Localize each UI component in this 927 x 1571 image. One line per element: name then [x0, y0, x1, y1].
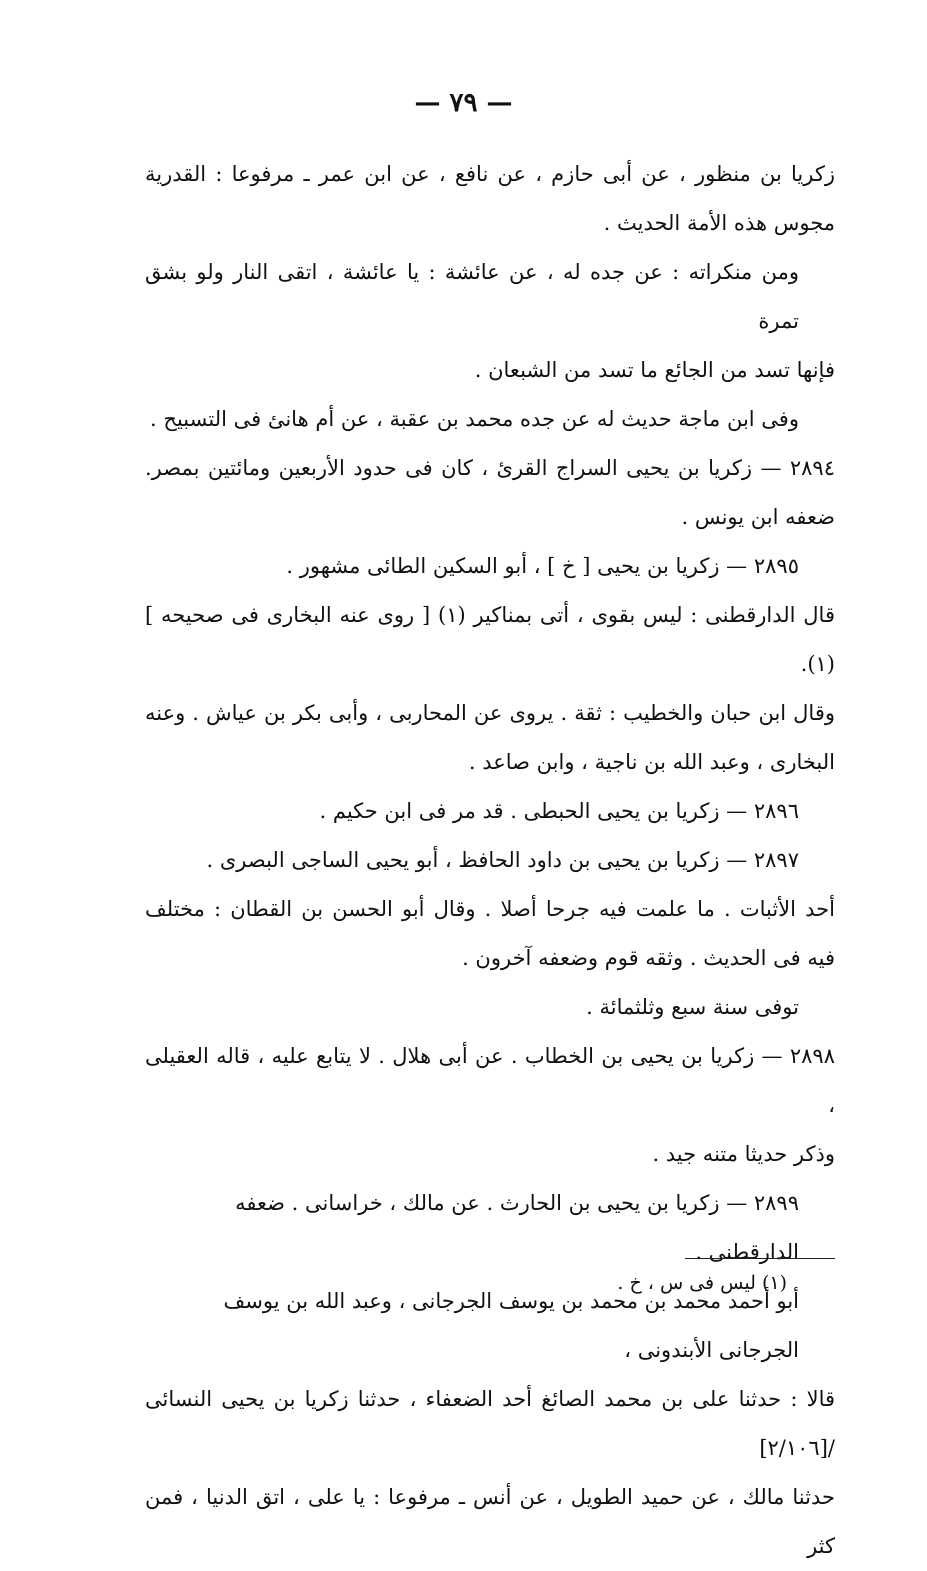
text-line: توفى سنة سبع وثلثمائة .	[586, 995, 799, 1019]
text-line: حدثنا مالك ، عن حميد الطويل ، عن أنس ـ مرفوعا : يا على ، اتق الدنيا ، فمن كثر	[145, 1485, 835, 1558]
footnote-divider	[685, 1258, 835, 1259]
text-line: ضعفه ابن يونس .	[681, 505, 835, 529]
text-line: وذكر حديثا متنه جيد .	[652, 1142, 835, 1166]
text-line: أبو أحمد محمد بن محمد بن يوسف الجرجانى ، وعبد الله بن يوسف الجرجانى الأبندونى ،	[223, 1289, 799, 1362]
text-line: مجوس هذه الأمة الحديث .	[603, 211, 835, 235]
page-number: — ٧٩ —	[414, 88, 513, 118]
entry-heading: ٢٨٩٥ — زكريا بن يحيى [ خ ] ، أبو السكين الطائى مشهور .	[286, 554, 799, 578]
text-line: فإنها تسد من الجائع ما تسد من الشبعان .	[474, 358, 835, 382]
text-line: فيه فى الحديث . وثقه قوم وضعفه آخرون .	[462, 946, 835, 970]
text-line: قالا : حدثنا على بن محمد الصائغ أحد الضعفاء ، حدثنا زكريا بن يحيى النسائى /[٢/١٠٦]	[145, 1387, 835, 1460]
text-line: وفى ابن ماجة حديث له عن جده محمد بن عقبة ، عن أم هانئ فى التسبيح .	[150, 407, 799, 431]
entry-heading: ٢٨٩٤ — زكريا بن يحيى السراج القرئ ، كان فى حدود الأربعين ومائتين بمصر.	[145, 456, 835, 480]
main-text	[145, 150, 835, 1571]
text-line: البخارى ، وعبد الله بن ناجية ، وابن صاعد .	[468, 750, 835, 774]
entry-heading: ٢٨٩٦ — زكريا بن يحيى الحبطى . قد مر فى ابن حكيم .	[319, 799, 799, 823]
text-line: ومن منكراته : عن جده له ، عن عائشة : يا عائشة ، اتقى النار ولو بشق تمرة	[145, 260, 799, 333]
entry-heading: ٢٨٩٧ — زكريا بن يحيى بن داود الحافظ ، أبو يحيى الساجى البصرى .	[206, 848, 799, 872]
text-line: وقال ابن حبان والخطيب : ثقة . يروى عن المحاربى ، وأبى بكر بن عياش . وعنه	[145, 701, 835, 725]
footnote: (١) ليس فى س ، خ .	[617, 1272, 787, 1294]
entry-heading: ٢٨٩٨ — زكريا بن يحيى بن الخطاب . عن أبى هلال . لا يتابع عليه ، قاله العقيلى ،	[145, 1044, 835, 1117]
entry-heading: ٢٨٩٩ — زكريا بن يحيى بن الحارث . عن مالك ، خراسانى . ضعفه الدارقطنى .	[235, 1191, 799, 1264]
text-line: أحد الأثبات . ما علمت فيه جرحا أصلا . وقال أبو الحسن بن القطان : مختلف	[145, 897, 835, 921]
text-line: قال الدارقطنى : ليس بقوى ، أتى بمناكير (١) [ روى عنه البخارى فى صحيحه ] (١).	[145, 603, 835, 676]
text-line: زكريا بن منظور ، عن أبى حازم ، عن نافع ، عن ابن عمر ـ مرفوعا : القدرية	[145, 162, 835, 186]
